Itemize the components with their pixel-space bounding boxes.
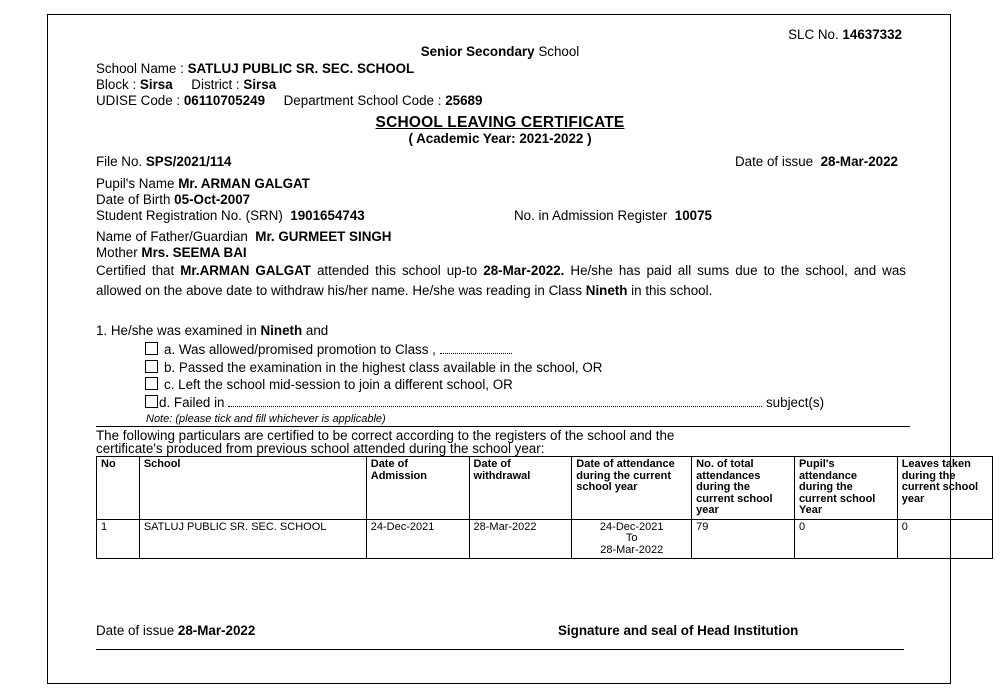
admission-register-no: No. in Admission Register 10075 xyxy=(514,208,713,223)
mother-name: Mother Mrs. SEEMA BAI xyxy=(96,245,247,260)
cell-admission: 24-Dec-2021 xyxy=(366,519,469,559)
header-admission: Date of Admission xyxy=(366,457,469,520)
header-attendance-dates: Date of attendance during the current school year xyxy=(572,457,692,520)
header-leaves: Leaves taken during the current school year xyxy=(897,457,992,520)
divider xyxy=(96,426,910,427)
table-row xyxy=(97,519,993,559)
table-header-row xyxy=(97,457,993,520)
cell-total-attendances: 79 xyxy=(692,519,795,559)
option-b: b. Passed the examination in the highest class available in the school, OR xyxy=(145,360,602,376)
file-number: File No. SPS/2021/114 xyxy=(96,154,232,169)
udise-code: UDISE Code : 06110705249 Department School Code : 25689 xyxy=(96,93,483,108)
particulars-text: The following particulars are certified to be correct according to the registers of the school and the certificate's produced from previous school attended during the school year: xyxy=(96,428,675,456)
cell-no: 1 xyxy=(97,519,140,559)
option-d-blank[interactable] xyxy=(228,395,762,407)
header-school: School xyxy=(139,457,366,520)
date-of-birth: Date of Birth 05-Oct-2007 xyxy=(96,192,251,207)
cell-school: SATLUJ PUBLIC SR. SEC. SCHOOL xyxy=(139,519,366,559)
option-d-checkbox[interactable] xyxy=(145,395,158,408)
option-c: c. Left the school mid-session to join a different school, OR xyxy=(145,377,513,393)
cell-withdrawal: 28-Mar-2022 xyxy=(469,519,572,559)
certificate-sheet xyxy=(47,14,979,684)
attendance-table xyxy=(96,456,993,559)
slc-number: SLC No. 14637332 xyxy=(788,27,902,42)
pupil-name: Pupil's Name Mr. ARMAN GALGAT xyxy=(96,176,310,191)
cell-attendance-dates: 24-Dec-2021 To 28-Mar-2022 xyxy=(572,519,692,559)
examined-line: 1. He/she was examined in Nineth and xyxy=(96,323,329,338)
srn: Student Registration No. (SRN) 1901654743 xyxy=(96,208,365,223)
option-a: a. Was allowed/promised promotion to Class , xyxy=(145,342,512,358)
date-of-issue-top: Date of issue 28-Mar-2022 xyxy=(734,154,898,169)
certification-paragraph: Certified that Mr.ARMAN GALGAT attended this school up-to 28-Mar-2022. He/she has paid all sums due to the school, and was allowed on the above date to withdraw his/her name. He/she was reading in Class Nineth in this school. xyxy=(96,263,906,298)
header-no: No xyxy=(97,457,140,520)
option-c-checkbox[interactable] xyxy=(145,377,158,390)
block-district: Block : Sirsa District : Sirsa xyxy=(96,77,277,92)
footer-divider xyxy=(96,649,904,650)
certificate-title: SCHOOL LEAVING CERTIFICATE xyxy=(375,114,625,131)
header-withdrawal: Date of withdrawal xyxy=(469,457,572,520)
option-b-checkbox[interactable] xyxy=(145,360,158,373)
option-a-blank[interactable] xyxy=(440,342,512,354)
father-name: Name of Father/Guardian Mr. GURMEET SINGH xyxy=(96,229,392,244)
academic-year: ( Academic Year: 2021-2022 ) xyxy=(408,131,592,146)
option-d: d. Failed in subject(s) xyxy=(145,395,824,411)
note: Note: (please tick and fill whichever is applicable) xyxy=(146,413,386,425)
cell-pupil-attendance: 0 xyxy=(794,519,897,559)
signature-label: Signature and seal of Head Institution xyxy=(558,623,799,638)
cell-leaves: 0 xyxy=(897,519,992,559)
footer-date-of-issue: Date of issue 28-Mar-2022 xyxy=(96,623,256,638)
option-a-checkbox[interactable] xyxy=(145,342,158,355)
school-type: Senior Secondary School xyxy=(420,44,580,59)
header-pupil-attendance: Pupil's attendance during the current school Year xyxy=(794,457,897,520)
school-name: School Name : SATLUJ PUBLIC SR. SEC. SCHOOL xyxy=(96,61,415,76)
header-total-attendances: No. of total attendances during the current school year xyxy=(692,457,795,520)
